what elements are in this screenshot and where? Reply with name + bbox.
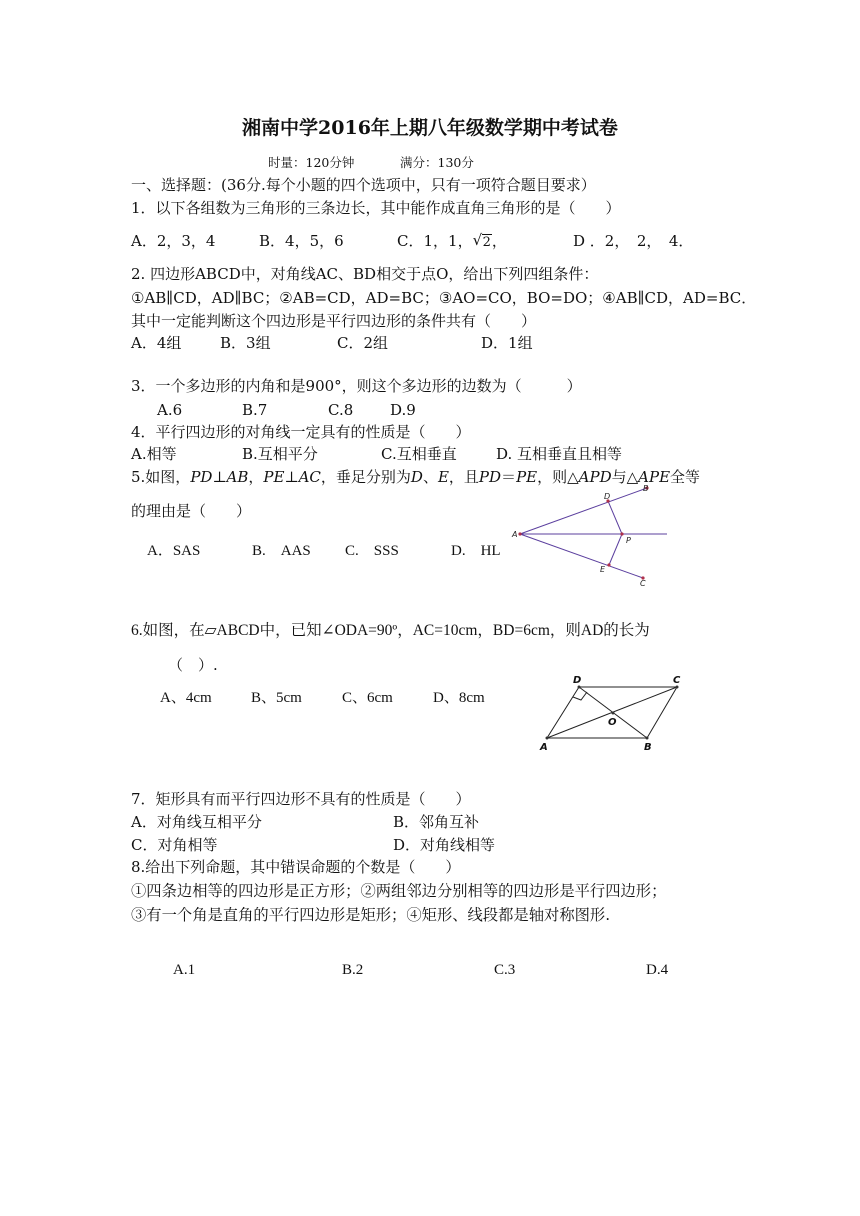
q6-stem: 6.如图，在▱ABCD中，已知∠ODA=90º，AC=10cm，BD=6cm，则AD的长为 xyxy=(131,622,650,639)
q3-option-b: B.7 xyxy=(242,401,268,419)
q1-stem: 1．以下各组数为三角形的三条边长，其中能作成直角三角形的是（ ） xyxy=(131,199,621,217)
point-p xyxy=(620,532,623,535)
q5-figure xyxy=(505,480,680,590)
q5-option-c: C. SSS xyxy=(345,543,399,559)
q7-option-c: C．对角相等 xyxy=(131,836,218,854)
q2-question: 其中一定能判断这个四边形是平行四边形的条件共有（ ） xyxy=(131,312,537,330)
label-c: C xyxy=(640,579,646,588)
q4-stem: 4．平行四边形的对角线一定具有的性质是（ ） xyxy=(131,423,471,441)
label-a: A xyxy=(540,742,548,753)
line-pd xyxy=(608,501,622,534)
q6-option-d: D、8cm xyxy=(433,690,485,706)
q1-option-a: A．2，3，4 xyxy=(131,232,216,250)
q5-option-d: D. HL xyxy=(451,543,501,559)
q5-option-a: A．SAS xyxy=(147,543,201,559)
point-b xyxy=(646,737,649,740)
q5-option-b: B. AAS xyxy=(252,543,311,559)
exam-time: 时量：120分钟 xyxy=(268,155,355,170)
line-pe xyxy=(609,534,622,565)
point-a xyxy=(546,737,549,740)
q8-stem: 8.给出下列命题，其中错误命题的个数是（ ） xyxy=(131,858,461,876)
section-heading: 一、选择题：(36分.每个小题的四个选项中，只有一项符合题目要求） xyxy=(131,176,596,194)
q2-conditions: ①AB∥CD，AD∥BC；②AB=CD，AD=BC；③AO=CO，BO=DO；④AB∥CD，AD=BC． xyxy=(131,289,757,307)
q2-option-c: C．2组 xyxy=(337,334,389,352)
page-title: 湘南中学2016年上期八年级数学期中考试卷 xyxy=(242,117,618,139)
q4-option-b: B.互相平分 xyxy=(242,445,318,463)
q7-option-a: A．对角线互相平分 xyxy=(131,813,262,831)
label-p: P xyxy=(626,536,631,545)
q4-option-a: A.相等 xyxy=(131,445,177,463)
q6-option-c: C、6cm xyxy=(342,690,393,706)
q3-option-d: D.9 xyxy=(390,401,416,419)
q3-option-c: C.8 xyxy=(328,401,354,419)
q8-option-a: A.1 xyxy=(173,962,196,978)
q4-option-d: D. 互相垂直且相等 xyxy=(496,445,623,463)
q6-figure xyxy=(532,670,702,755)
q1-option-d: D ．2， 2， 4． xyxy=(573,232,694,250)
q2-option-d: D．1组 xyxy=(481,334,533,352)
label-d: D xyxy=(604,492,611,501)
line-ac xyxy=(520,534,643,578)
label-d: D xyxy=(573,675,582,686)
label-b: B xyxy=(643,484,649,493)
q2-stem: 2. 四边形ABCD中，对角线AC、BD相交于点O，给出下列四组条件： xyxy=(131,265,599,283)
label-c: C xyxy=(673,675,681,686)
q4-option-c: C.互相垂直 xyxy=(381,445,457,463)
q7-option-b: B．邻角互补 xyxy=(393,813,480,831)
q5-stem: 5.如图，PD⊥AB，PE⊥AC，垂足分别为D、E，且PD＝PE，则△APD与△APE全等 xyxy=(131,468,701,486)
q3-option-a: A.6 xyxy=(157,401,183,419)
q2-option-b: B．3组 xyxy=(220,334,271,352)
q8-propositions-line1: ①四条边相等的四边形是正方形；②两组邻边分别相等的四边形是平行四边形； xyxy=(131,882,667,900)
q3-stem: 3．一个多边形的内角和是900°，则这个多边形的边数为（ ） xyxy=(131,377,582,395)
exam-score: 满分：130分 xyxy=(400,155,474,170)
point-e xyxy=(607,563,610,566)
q7-option-d: D．对角线相等 xyxy=(393,836,496,854)
label-o: O xyxy=(608,717,617,728)
label-b: B xyxy=(644,742,652,753)
q7-stem: 7．矩形具有而平行四边形不具有的性质是（ ） xyxy=(131,790,471,808)
q6-blank: （ ）. xyxy=(168,656,218,674)
q8-option-d: D.4 xyxy=(646,962,669,978)
q2-option-a: A．4组 xyxy=(131,334,182,352)
label-e: E xyxy=(600,565,606,574)
point-o xyxy=(612,712,615,715)
q1-option-b: B．4，5，6 xyxy=(259,232,344,250)
sqrt-symbol: √ 2 xyxy=(473,231,492,253)
q8-option-b: B.2 xyxy=(342,962,364,978)
q8-option-c: C.3 xyxy=(494,962,516,978)
line-ab xyxy=(520,488,647,534)
q6-option-b: B、5cm xyxy=(251,690,302,706)
q8-propositions-line2: ③有一个角是直角的平行四边形是矩形；④矩形、线段都是轴对称图形. xyxy=(131,906,611,924)
point-a xyxy=(518,532,521,535)
q5-stem-line2: 的理由是（ ） xyxy=(131,502,252,520)
q6-option-a: A、4cm xyxy=(160,690,212,706)
q1-option-c: C．1，1，√ 2， xyxy=(397,231,507,253)
label-a: A xyxy=(512,530,518,539)
